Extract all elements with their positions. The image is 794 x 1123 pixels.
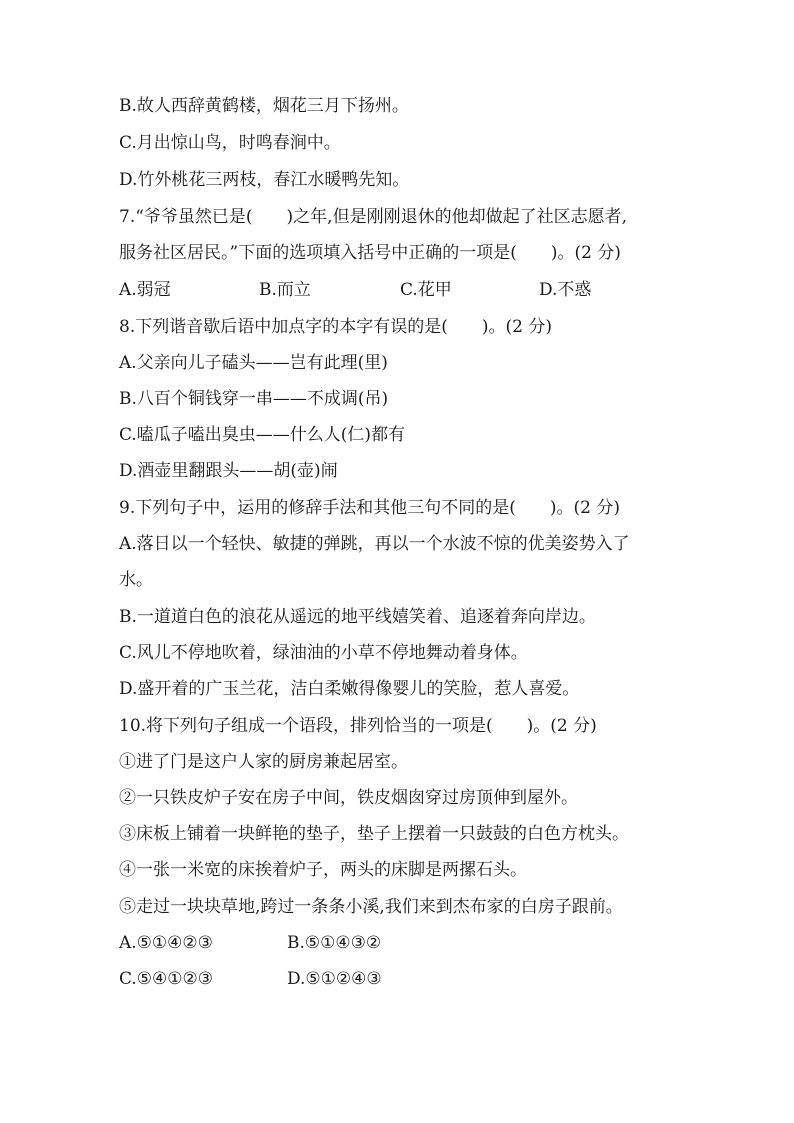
q10-sentence-2: ②一只铁皮炉子安在房子中间，铁皮烟囱穿过房顶伸到屋外。 [119,788,578,808]
q8-option-c: C.嗑瓜子嗑出臭虫——什么人(仁)都有 [119,425,406,445]
q9-option-a-line1: A.落日以一个轻快、敏捷的弹跳，再以一个水波不惊的优美姿势入了 [119,534,630,554]
q7-stem-line2: 服务社区居民。”下面的选项填入括号中正确的一项是( )。(2 分) [119,243,621,263]
q8-option-d: D.酒壶里翻跟头——胡(壶)闹 [119,461,338,481]
q10-option-c: C.⑤④①②③ [119,969,214,989]
q10-sentence-1: ①进了门是这户人家的厨房兼起居室。 [119,752,408,772]
q8-option-a: A.父亲向儿子磕头——岂有此理(里) [119,353,388,373]
q7-option-d: D.不惑 [539,280,592,300]
q10-sentence-4: ④一张一米宽的床挨着炉子，两头的床脚是两摞石头。 [119,860,527,880]
q9-option-d: D.盛开着的广玉兰花，洁白柔嫩得像婴儿的笑脸，惹人喜爱。 [119,679,580,699]
q9-option-b: B.一道道白色的浪花从遥远的地平线嬉笑着、追逐着奔向岸边。 [119,607,596,627]
q9-option-c: C.风儿不停地吹着，绿油油的小草不停地舞动着身体。 [119,643,528,663]
q6-option-b: B.故人西辞黄鹤楼，烟花三月下扬州。 [119,96,409,116]
q10-sentence-3: ③床板上铺着一块鲜艳的垫子，垫子上摆着一只鼓鼓的白色方枕头。 [119,824,629,844]
q7-option-b: B.而立 [259,280,311,300]
q7-stem-line1: 7.“爷爷虽然已是( )之年,但是刚刚退休的他却做起了社区志愿者, [119,207,627,227]
q8-option-b: B.八百个铜钱穿一串——不成调(吊) [119,389,389,409]
q10-option-d: D.⑤①②④③ [287,969,382,989]
q8-stem: 8.下列谐音歇后语中加点字的本字有误的是( )。(2 分) [119,317,552,337]
q9-option-a-line2: 水。 [119,570,153,590]
q7-option-c: C.花甲 [400,280,452,300]
q10-stem: 10.将下列句子组成一个语段，排列恰当的一项是( )。(2 分) [119,716,597,736]
q10-option-a: A.⑤①④②③ [119,933,213,953]
q10-sentence-5: ⑤走过一块块草地,跨过一条条小溪,我们来到杰布家的白房子跟前。 [119,897,623,917]
q6-option-d: D.竹外桃花三两枝，春江水暖鸭先知。 [119,170,410,190]
q10-option-b: B.⑤①④③② [287,933,382,953]
q6-option-c: C.月出惊山鸟，时鸣春涧中。 [119,133,341,153]
q9-stem: 9.下列句子中，运用的修辞手法和其他三句不同的是( )。(2 分) [119,498,620,518]
q7-option-a: A.弱冠 [119,280,171,300]
